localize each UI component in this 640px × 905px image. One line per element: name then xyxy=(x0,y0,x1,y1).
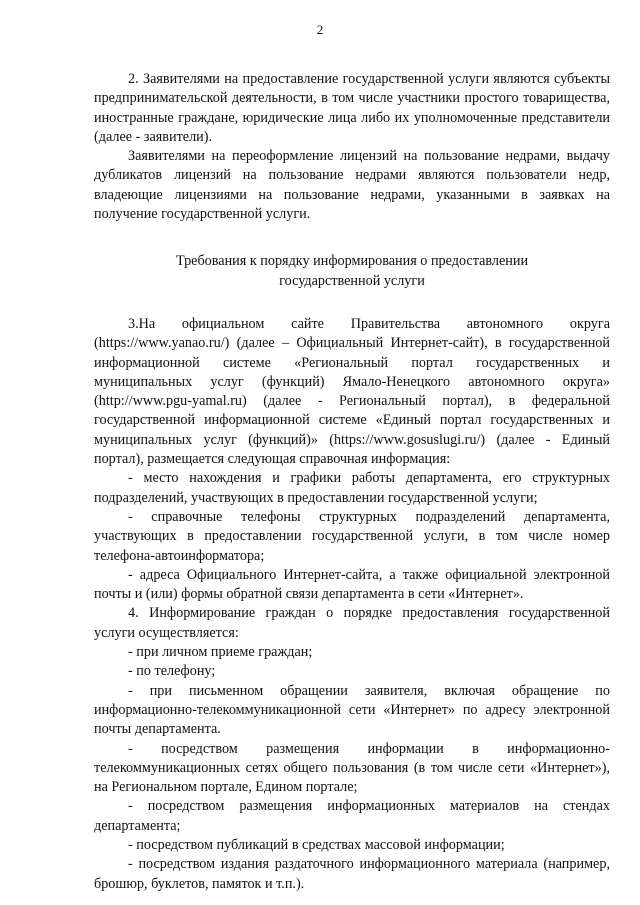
list-item-phones: - справочные телефоны структурных подразделений департамента, участвующих в предоставлении государственной услуги, в том числе номер телефона-автоинформатора; xyxy=(94,508,610,564)
paragraph-applicants: 2. Заявителями на предоставление государственной услуги являются субъекты предпринимательской деятельности, в том числе участники простого товарищества, иностранные граждане, юридические лица либо их уполномоченные представители (далее - заявители). xyxy=(94,71,610,145)
list-item-addresses: - адреса Официального Интернет-сайта, а также официальной электронной почты и (или) формы обратной связи департамента в сети «Интернет». xyxy=(94,566,610,603)
section-heading xyxy=(94,252,610,291)
list-item-personal-reception: - при личном приеме граждан; xyxy=(128,644,313,661)
list-item-location: - место нахождения и графики работы департамента, его структурных подразделений, участвующих в предоставлении государственной услуги; xyxy=(94,470,610,506)
list-item-handouts: - посредством издания раздаточного информационного материала (например, брошюр, буклетов, памяток и т.п.). xyxy=(94,856,610,892)
list-item-phone: - по телефону; xyxy=(128,663,216,680)
page-number: 2 xyxy=(316,22,324,37)
list-item-stands: - посредством размещения информационных материалов на стендах департамента; xyxy=(94,798,610,834)
section-heading-line-1: Требования к порядку информирования о предоставлении xyxy=(175,253,529,270)
paragraph-applicants-reissue: Заявителями на переоформление лицензий на пользование недрами, выдачу дубликатов лицензий на пользование недрами являются пользователи недр, владеющие лицензиями на пользование недрами, указанными в заявках на получение государственной услуги. xyxy=(94,148,610,223)
section-heading-line-2: государственной услуги xyxy=(279,272,425,289)
list-item-written-request: - при письменном обращении заявителя, включая обращение по информационно-телекоммуникационной сети «Интернет» по адресу электронной почты департамента. xyxy=(94,682,610,738)
list-item-networks: - посредством размещения информации в информационно-телекоммуникационных сетях общего пользования (в том числе сети «Интернет»), на Региональном портале, Едином портале; xyxy=(94,740,610,796)
list-item-media: - посредством публикаций в средствах массовой информации; xyxy=(128,836,505,853)
document-body xyxy=(94,70,610,894)
paragraph-reference-info: 3.На официальном сайте Правительства автономного округа (https://www.yanao.ru/) (далее – Официальный Интернет-сайт), в государственной информационной системе «Региональный портал государственных и муниципальных услуг (функций) Ямало-Ненецкого автономного округа» (http://www.pgu-yamal.ru) (далее - Региональный портал), в федеральной государственной информационной системе «Единый портал государственных и муниципальных услуг (функций)» (https://www.gosuslugi.ru/) (далее - Единый портал), размещается следующая справочная информация: xyxy=(94,315,610,468)
paragraph-informing: 4. Информирование граждан о порядке предоставления государственной услуги осуществляется: xyxy=(94,605,610,641)
